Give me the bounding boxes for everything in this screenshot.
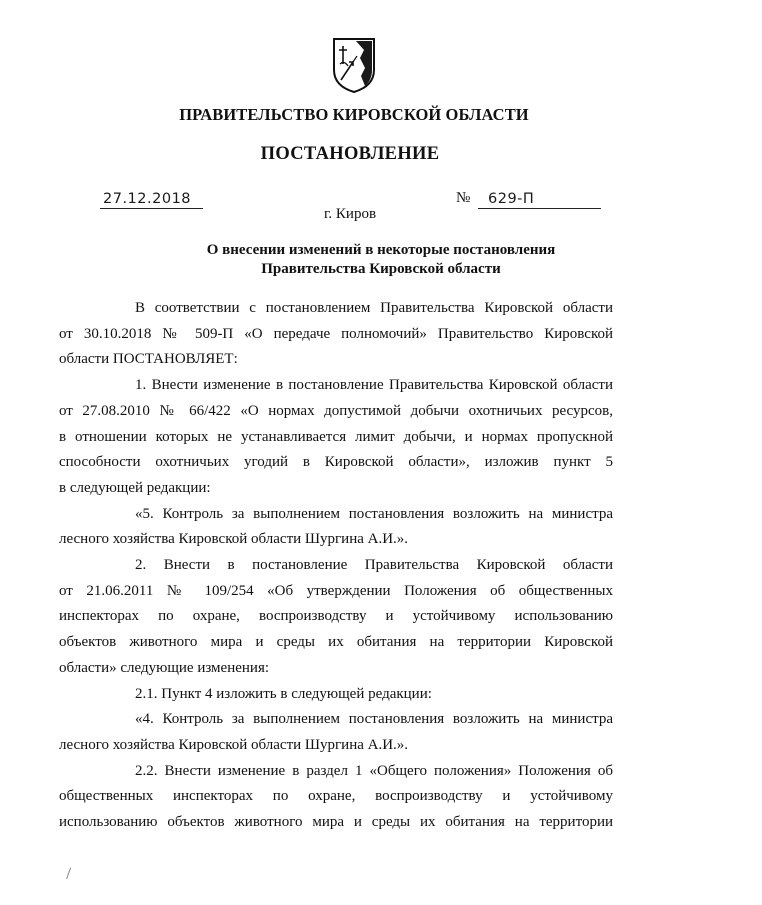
text-line: лесного хозяйства Кировской области Шургина А.И.». — [59, 531, 409, 548]
document-body — [59, 296, 613, 836]
text-line: общественных инспекторах по охране, воспроизводству и устойчивому — [59, 788, 613, 805]
text-line: способности охотничьих угодий в Кировской области», изложив пункт 5 — [59, 454, 613, 471]
text-line: 2.2. Внести изменение в раздел 1 «Общего положения» Положения об — [135, 762, 613, 779]
text-line: от 21.06.2011 № 109/254 «Об утверждении Положения об общественных — [59, 582, 613, 599]
paragraph-item-2-1-quote — [59, 707, 613, 758]
text-line: «4. Контроль за выполнением постановления возложить на министра — [135, 711, 613, 728]
number-sign: № — [456, 190, 471, 206]
paragraph-preamble — [59, 296, 613, 373]
text-line: от 27.08.2010 № 66/422 «О нормах допустимой добычи охотничьих ресурсов, — [59, 402, 613, 419]
subject-line-1: О внесении изменений в некоторые постановления — [206, 242, 556, 258]
text-line: от 30.10.2018 № 509-П «О передаче полномочий» Правительство Кировской — [59, 325, 613, 342]
text-line: 1. Внести изменение в постановление Правительства Кировской области — [135, 377, 613, 394]
paragraph-item-1 — [59, 373, 613, 502]
paragraph-item-2-2 — [59, 759, 613, 836]
text-line: 2. Внести в постановление Правительства Кировской области — [135, 557, 613, 574]
government-name: ПРАВИТЕЛЬСТВО КИРОВСКОЙ ОБЛАСТИ — [179, 105, 529, 124]
text-line: использованию объектов животного мира и среды их обитания на территории — [59, 814, 613, 831]
paragraph-item-2 — [59, 553, 613, 682]
paragraph-item-2-1 — [97, 682, 613, 708]
document-date: 27.12.2018 — [103, 191, 192, 207]
document-type: ПОСТАНОВЛЕНИЕ — [260, 144, 440, 164]
text-line: 2.1. Пункт 4 изложить в следующей редакции: — [135, 685, 432, 702]
scan-mark — [66, 868, 75, 881]
text-line: в следующей редакции: — [59, 479, 211, 496]
text-line: В соответствии с постановлением Правительства Кировской области — [135, 300, 613, 316]
text-line: инспекторах по охране, воспроизводству и устойчивому использованию — [59, 608, 613, 625]
text-line: «5. Контроль за выполнением постановления возложить на министра — [135, 505, 613, 522]
city-name: г. Киров — [323, 206, 377, 222]
text-line: лесного хозяйства Кировской области Шургина А.И.». — [59, 736, 409, 753]
text-line: области» следующие изменения: — [59, 659, 270, 676]
subject-line-2: Правительства Кировской области — [261, 261, 501, 277]
document-number: 629-П — [488, 191, 535, 207]
text-line: в отношении которых не устанавливается лимит добычи, и нормах пропускной — [59, 428, 613, 445]
document-subject — [0, 241, 762, 279]
paragraph-item-1-quote — [59, 502, 613, 553]
text-line: объектов животного мира и среды их обитания на территории Кировской — [59, 634, 613, 651]
kirov-oblast-coat-of-arms-icon — [331, 36, 377, 94]
text-line: области ПОСТАНОВЛЯЕТ: — [59, 351, 238, 368]
